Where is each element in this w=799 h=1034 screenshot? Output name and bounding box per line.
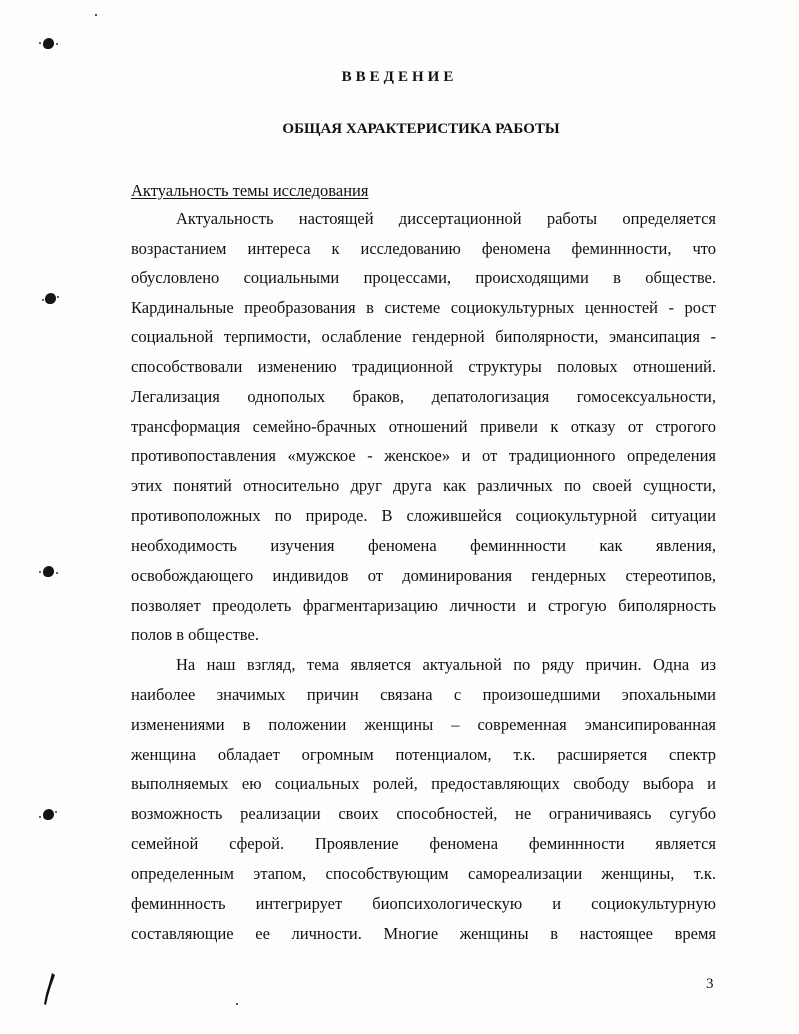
paragraph-line: освобождающего индивидов от доминирования гендерных стереотипов, (131, 566, 716, 585)
paragraph-line: противопоставления «мужское - женское» и от традиционного определения (131, 446, 716, 465)
binding-hole-mark (41, 37, 55, 51)
paragraph-line: семейной сферой. Проявление феномена феминнности является (131, 834, 716, 853)
paragraph-line: На наш взгляд, тема является актуальной по ряду причин. Одна из (176, 655, 716, 674)
paragraph-line: изменениями в положении женщины – современная эмансипированная (131, 715, 716, 734)
paragraph-line: этих понятий относительно друг друга как различных по своей сущности, (131, 476, 716, 495)
paragraph-line: необходимость изучения феномена феминнности как явления, (131, 536, 716, 555)
paragraph-line: возможность реализации своих способностей, не ограничиваясь сугубо (131, 804, 716, 823)
paragraph-line: женщина обладает огромным потенциалом, т.к. расширяется спектр (131, 745, 716, 764)
section-heading: Актуальность темы исследования (131, 181, 369, 200)
paragraph-line: обусловлено социальными процессами, происходящими в обществе. (131, 268, 716, 287)
paragraph-line: определенным этапом, способствующим самореализации женщины, т.к. (131, 864, 716, 883)
paragraph-line: Актуальность настоящей диссертационной работы определяется (176, 209, 716, 228)
page-subtitle: ОБЩАЯ ХАРАКТЕРИСТИКА РАБОТЫ (282, 121, 560, 137)
binding-hole-mark (43, 292, 57, 306)
paragraph-line: полов в обществе. (131, 625, 259, 644)
page-title: ВВЕДЕНИЕ (341, 69, 458, 85)
page-number: 3 (706, 976, 714, 992)
paragraph-line: выполняемых ею социальных ролей, предоставляющих свободу выбора и (131, 774, 716, 793)
scan-dust-speck (236, 1003, 238, 1005)
paragraph-line: способствовали изменению традиционной структуры половых отношений. (131, 357, 716, 376)
scan-dust-speck (95, 14, 97, 16)
paragraph-line: трансформация семейно-брачных отношений привели к отказу от строгого (131, 417, 716, 436)
binding-hole-mark (41, 808, 55, 822)
paragraph-line: Кардинальные преобразования в системе социокультурных ценностей - рост (131, 298, 716, 317)
paragraph-line: наиболее значимых причин связана с произошедшими эпохальными (131, 685, 716, 704)
paragraph-line: позволяет преодолеть фрагментаризацию личности и строгую биполярность (131, 596, 716, 615)
paragraph-line: составляющие ее личности. Многие женщины в настоящее время (131, 924, 716, 943)
paragraph-line: Легализация однополых браков, депатологизация гомосексуальности, (131, 387, 716, 406)
paragraph-line: возрастанием интереса к исследованию феномена феминнности, что (131, 239, 716, 258)
paragraph-line: противоположных по природе. В сложившейся социокультурной ситуации (131, 506, 716, 525)
paragraph-line: социальной терпимости, ослабление гендерной биполярности, эмансипация - (131, 327, 716, 346)
paragraph-line: феминнность интегрирует биопсихологическую и социокультурную (131, 894, 716, 913)
scan-stroke-mark (43, 972, 57, 1006)
binding-hole-mark (41, 565, 55, 579)
